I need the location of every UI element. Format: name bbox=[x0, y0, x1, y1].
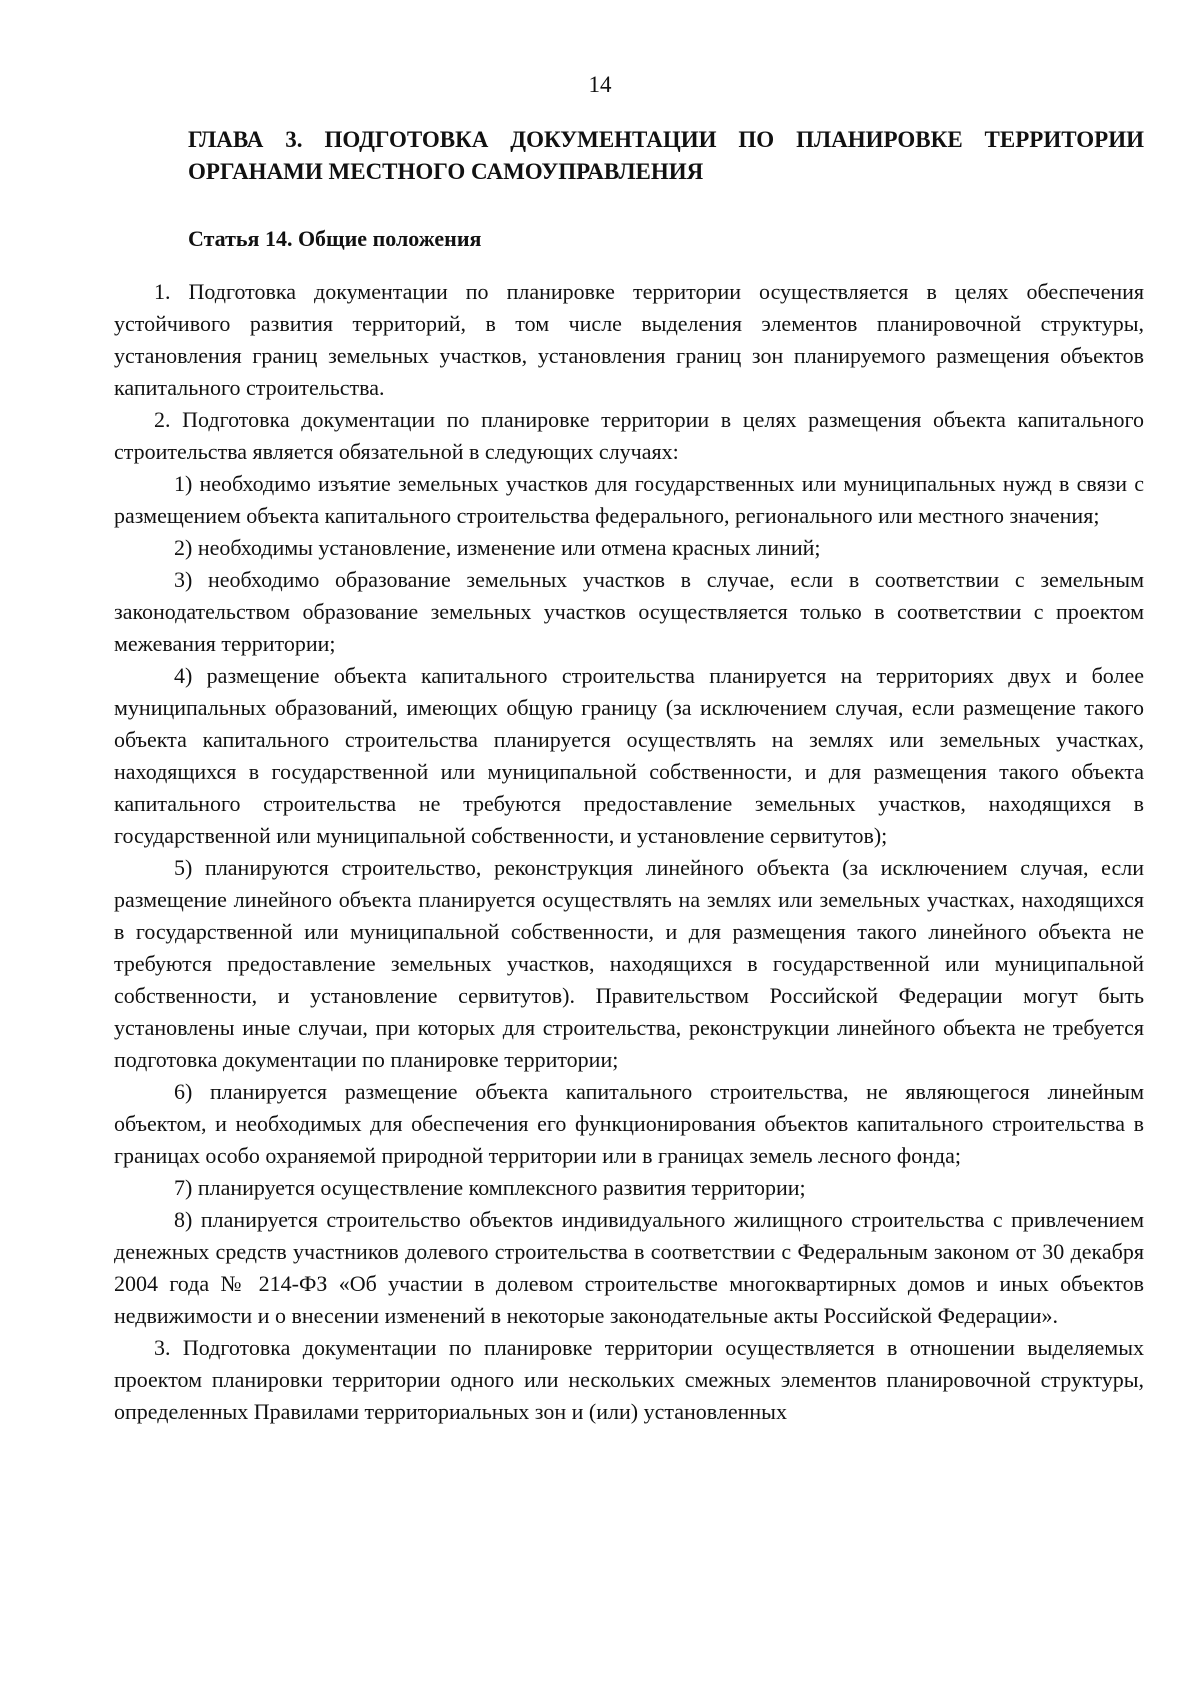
list-item-8: 8) планируется строительство объектов индивидуального жилищного строительства с привлечением денежных средств участников долевого строительства в соответствии с Федеральным законом от 30 декабря 2004 года № 214-ФЗ «Об участии в долевом строительстве многоквартирных домов и иных объектов недвижимости и о внесении изменений в некоторые законодательные акты Российской Федерации». bbox=[114, 1207, 1144, 1328]
chapter-title: ГЛАВА 3. ПОДГОТОВКА ДОКУМЕНТАЦИИ ПО ПЛАНИРОВКЕ ТЕРРИТОРИИ ОРГАНАМИ МЕСТНОГО САМОУПРАВЛЕНИЯ bbox=[188, 127, 1144, 184]
paragraph-3: 3. Подготовка документации по планировке территории осуществляется в отношении выделяемых проектом планировки территории одного или нескольких смежных элементов планировочной структуры, определенных Правилами территориальных зон и (или) установленных bbox=[114, 1335, 1144, 1424]
paragraph-2: 2. Подготовка документации по планировке территории в целях размещения объекта капитального строительства является обязательной в следующих случаях: bbox=[114, 407, 1144, 464]
page-number: 14 bbox=[588, 72, 612, 97]
list-item-2: 2) необходимы установление, изменение или отмена красных линий; bbox=[174, 535, 821, 560]
list-item-5: 5) планируются строительство, реконструкция линейного объекта (за исключением случая, если размещение линейного объекта планируется осуществлять на землях или земельных участках, находящихся в государственной или муниципальной собственности, и для размещения такого линейного объекта не требуются предоставление земельных участков, находящихся в государственной или муниципальной собственности, и установление сервитутов). Правительством Российской Федерации могут быть установлены иные случаи, при которых для строительства, реконструкции линейного объекта не требуется подготовка документации по планировке территории; bbox=[114, 855, 1144, 1072]
list-item-1: 1) необходимо изъятие земельных участков для государственных или муниципальных нужд в связи с размещением объекта капитального строительства федерального, регионального или местного значения; bbox=[114, 471, 1144, 528]
paragraph-1: 1. Подготовка документации по планировке территории осуществляется в целях обеспечения устойчивого развития территорий, в том числе выделения элементов планировочной структуры, установления границ земельных участков, установления границ зон планируемого размещения объектов капитального строительства. bbox=[114, 279, 1144, 400]
list-item-7: 7) планируется осуществление комплексного развития территории; bbox=[174, 1175, 806, 1200]
article-title: Статья 14. Общие положения bbox=[188, 226, 482, 251]
list-item-3: 3) необходимо образование земельных участков в случае, если в соответствии с земельным законодательством образование земельных участков осуществляется только в соответствии с проектом межевания территории; bbox=[114, 567, 1144, 656]
list-item-4: 4) размещение объекта капитального строительства планируется на территориях двух и более муниципальных образований, имеющих общую границу (за исключением случая, если размещение такого объекта капитального строительства планируется осуществлять на землях или земельных участках, находящихся в государственной или муниципальной собственности, и для размещения такого объекта капитального строительства не требуются предоставление земельных участков, находящихся в государственной или муниципальной собственности, и установление сервитутов); bbox=[114, 663, 1144, 848]
list-item-6: 6) планируется размещение объекта капитального строительства, не являющегося линейным объектом, и необходимых для обеспечения его функционирования объектов капитального строительства в границах особо охраняемой природной территории или в границах земель лесного фонда; bbox=[114, 1079, 1144, 1168]
page-content bbox=[114, 124, 1144, 1428]
